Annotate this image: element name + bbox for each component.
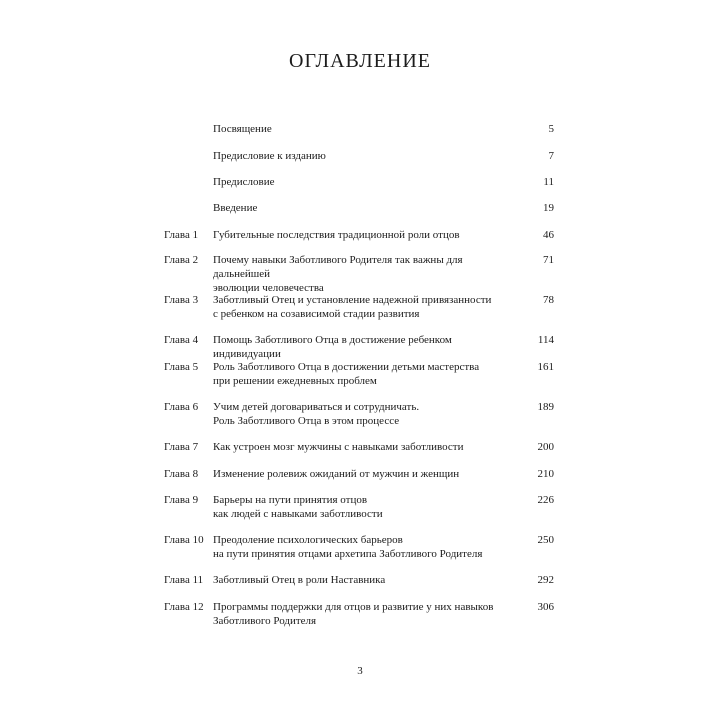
entry-title-line: на пути принятия отцами архетипа Заботливого Родителя [213,548,483,560]
entry-title [213,122,513,136]
entry-title [213,228,513,242]
entry-title [213,175,513,189]
entry-title-line: Учим детей договариваться и сотрудничать. [213,401,420,413]
entry-title-line: Введение [213,202,258,214]
entry-title-line: Предисловие [213,176,275,188]
chapter-label: Глава 12 [164,601,204,613]
entry-title-line: Заботливый Отец и установление надежной привязанности [213,294,492,306]
chapter-label: Глава 5 [164,361,199,373]
page-number: 3 [357,665,363,677]
entry-page-number: 292 [537,574,554,586]
entry-page-number: 250 [537,534,554,546]
entry-title-line: Преодоление психологических барьеров [213,534,403,546]
entry-title-line: с ребенком на созависимой стадии развития [213,308,420,320]
entry-page-number: 11 [543,176,554,188]
entry-title-line: Почему навыки Заботливого Родителя так важны для дальнейшей [213,254,463,280]
entry-page-number: 114 [537,334,554,346]
entry-title-line: Изменение ролевиж ожиданий от мужчин и женщин [213,468,460,480]
entry-page-number: 71 [543,254,554,266]
entry-page-number: 200 [537,441,554,453]
entry-title [213,360,513,388]
entry-title-line: Посвящение [213,123,272,135]
entry-page-number: 5 [548,123,554,135]
entry-title-line: Заботливый Отец в роли Наставника [213,574,386,586]
entry-title-line: Губительные последствия традиционной роли отцов [213,229,460,241]
entry-title-line: как людей с навыками заботливости [213,508,383,520]
entry-title-line: Помощь Заботливого Отца в достижение ребенком индивидуации [213,334,452,360]
entry-title-line: при решении ежедневных проблем [213,375,377,387]
entry-title [213,253,513,295]
entry-page-number: 210 [537,468,554,480]
entry-title [213,440,513,454]
entry-title [213,573,513,587]
entry-title [213,467,513,481]
chapter-label: Глава 6 [164,401,199,413]
entry-page-number: 306 [537,601,554,613]
entry-title-line: Как устроен мозг мужчины с навыками заботливости [213,441,464,453]
entry-page-number: 46 [543,229,554,241]
chapter-label: Глава 10 [164,534,204,546]
entry-title [213,293,513,321]
toc-title: ОГЛАВЛЕНИЕ [289,50,431,72]
entry-title [213,201,513,215]
entry-title-line: Программы поддержки для отцов и развитие у них навыков [213,601,494,613]
entry-title [213,600,513,628]
entry-page-number: 226 [537,494,554,506]
chapter-label: Глава 3 [164,294,199,306]
chapter-label: Глава 1 [164,229,199,241]
entry-page-number: 7 [548,150,554,162]
chapter-label: Глава 8 [164,468,199,480]
entry-page-number: 161 [537,361,554,373]
entry-title [213,149,513,163]
chapter-label: Глава 2 [164,254,199,266]
entry-title [213,533,513,561]
entry-title [213,400,513,428]
entry-title [213,493,513,521]
entry-title-line: Заботливого Родителя [213,615,317,627]
entry-page-number: 19 [543,202,554,214]
entry-page-number: 189 [537,401,554,413]
entry-title-line: Барьеры на пути принятия отцов [213,494,368,506]
chapter-label: Глава 7 [164,441,199,453]
entry-title-line: эволюции человечества [213,282,324,294]
chapter-label: Глава 4 [164,334,199,346]
chapter-label: Глава 11 [164,574,204,586]
entry-title-line: Роль Заботливого Отца в этом процессе [213,415,400,427]
entry-title-line: Предисловие к изданию [213,150,326,162]
entry-page-number: 78 [543,294,554,306]
entry-title [213,333,513,361]
chapter-label: Глава 9 [164,494,199,506]
entry-title-line: Роль Заботливого Отца в достижении детьми мастерства [213,361,480,373]
